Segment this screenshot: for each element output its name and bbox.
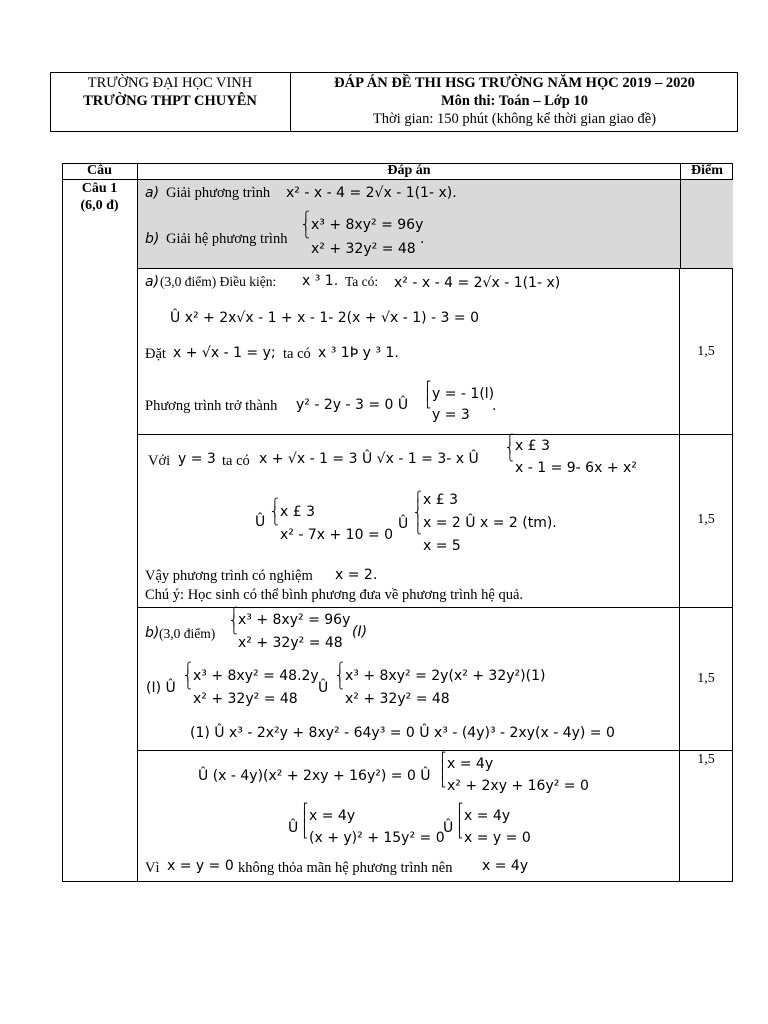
sol-a2-y3: y = 3 [178,451,216,467]
sol-b2-case2-b: (x + y)² + 15y² = 0 [309,830,445,846]
sol-b2-case2-a: x = 4y [309,808,356,824]
sol-a2-eq1: x + √x - 1 = 3 Û √x - 1 = 3- x Û [259,451,479,467]
part-a-equation: x² - x - 4 = 2√x - 1(1- x). [286,185,457,201]
sol-b-s1b: x² + 32y² = 48 [193,691,298,707]
sol-a2-sys3-c: x = 5 [423,538,461,554]
brace-icon: ⎧ ⎨ ⎩ [230,608,238,635]
part-b-eq2: x² + 32y² = 48 [311,241,416,257]
sol-a-dat: Đặt [145,346,166,362]
school-university: TRƯỜNG ĐẠI HỌC VINH [87,75,253,91]
col-header-dapan: Đáp án [387,163,431,178]
sol-b2-factor: Û (x - 4y)(x² + 2xy + 16y²) = 0 Û [198,768,431,784]
bracket-icon: ⎡ ⎢ ⎢ ⎣ [458,804,463,839]
sol-a-label: a) [145,274,160,290]
sol-a-implication: x ³ 1Þ y ³ 1. [318,345,399,361]
sol-a-transform: Û x² + 2x√x - 1 + x - 1- 2(x + √x - 1) - 3 = 0 [170,310,479,326]
sol-b2-case3-b: x = y = 0 [464,830,531,846]
sol-a2-sys1-b: x - 1 = 9- 6x + x² [515,460,637,476]
sol-a2-sys3-b: x = 2 Û x = 2 (tm). [423,515,557,531]
part-a-text: Giải phương trình [166,185,271,201]
sol-b2-xy0: x = y = 0 [167,858,234,874]
sol-b2-x4y: x = 4y [482,858,529,874]
sol-a-becomes: Phương trình trở thành [145,398,278,414]
score-a1: 1,5 [697,344,715,359]
sol-b-points: (3,0 điểm) [159,626,216,641]
brace-icon: ⎧ ⎨ ⎩ [336,663,344,690]
sol-b2-case1-a: x = 4y [447,756,494,772]
sol-a2-iff2: Û [398,516,409,532]
sol-a-taco: Ta có: [345,274,379,289]
col-header-cau: Câu [87,163,112,178]
exam-duration: Thời gian: 150 phút (không kể thời gian giao đề) [372,111,657,127]
sol-a-condition: x ³ 1. [302,273,339,289]
sol-a-taco2: ta có [283,346,311,362]
sol-a2-conclusion: Vậy phương trình có nghiệm [145,568,313,584]
sol-b2-not-satisfied: không thỏa mãn hệ phương trình nên [238,860,453,876]
sol-a2-taco: ta có [222,453,250,469]
sol-b-s1a: x³ + 8xy² = 48.2y [193,668,319,684]
sol-a-quadratic: y² - 2y - 3 = 0 Û [296,397,409,413]
brace-icon: ⎧ ⎨ ⎩ [506,435,514,462]
part-b-dot: . [420,231,425,247]
score-a2: 1,5 [697,512,715,527]
question-label: Câu 1 [81,181,118,196]
sol-b2-case3-a: x = 4y [464,808,511,824]
sol-b2-iff: Û [288,820,299,836]
sol-a-equation: x² - x - 4 = 2√x - 1(1- x) [394,275,561,291]
question-points: (6,0 đ) [80,198,119,213]
sol-a2-iff1: Û [255,514,266,530]
sol-a2-x2: x = 2. [335,567,378,583]
score-b2: 1,5 [697,752,715,767]
sol-a2-sys2-a: x £ 3 [280,504,315,520]
sol-b2-case1-b: x² + 2xy + 16y² = 0 [447,778,589,794]
brace-icon: ⎧ ⎨ ⎩ [302,212,310,239]
sol-a-intro: (3,0 điểm) Điều kiện: [160,274,277,289]
score-b1: 1,5 [697,671,715,686]
sol-b-label: b) [145,625,160,641]
sol-b-iff-label: (I) Û [146,680,176,696]
bracket-icon: ⎡ ⎢ ⎢ ⎣ [441,753,446,788]
part-a-label: a) [145,185,160,201]
sol-b-tag: (I) [352,624,368,640]
school-name: TRƯỜNG THPT CHUYÊN [83,93,257,109]
col-divider-1 [137,163,138,882]
col-header-diem: Điểm [691,163,723,178]
bracket-icon: ⎡ ⎢ ⎣ [426,382,431,409]
sol-b-iff: Û [318,680,329,696]
sol-b2-vi: Vì [145,860,160,876]
sol-b-s2b: x² + 32y² = 48 [345,691,450,707]
sol-b-expand: (1) Û x³ - 2x²y + 8xy² - 64y³ = 0 Û x³ - (4y)³ - 2xy(x - 4y) = 0 [190,725,615,741]
bracket-icon: ⎡ ⎢ ⎢ ⎣ [303,804,308,839]
sol-a2-note: Chú ý: Học sinh có thể bình phương đưa về phương trình hệ quả. [145,587,523,603]
brace-icon: ⎧ ⎪ ⎨ ⎪ ⎩ [414,492,422,535]
exam-title: ĐÁP ÁN ĐỀ THI HSG TRƯỜNG NĂM HỌC 2019 – 2020 [334,75,695,91]
sol-a2-sys2-b: x² - 7x + 10 = 0 [280,527,394,543]
sol-a-dot: . [492,398,497,414]
row-line-3 [138,607,733,608]
part-b-text: Giải hệ phương trình [166,231,288,247]
sol-a2-sys3-a: x £ 3 [423,492,458,508]
sol-a-root2: y = 3 [432,407,470,423]
part-b-eq1: x³ + 8xy² = 96y [311,217,424,233]
exam-subject: Môn thi: Toán – Lớp 10 [440,93,589,109]
brace-icon: ⎧ ⎨ ⎩ [184,663,192,690]
sol-a-substitution: x + √x - 1 = y; [173,345,276,361]
row-line-4 [138,750,733,751]
header-row-line [62,179,733,180]
row-line-1 [138,268,733,269]
sol-a2-sys1-a: x £ 3 [515,438,550,454]
col-divider-2 [679,268,680,882]
sol-a-root1: y = - 1(l) [432,386,495,402]
sol-b-s2a: x³ + 8xy² = 2y(x² + 32y²)(1) [345,668,546,684]
sol-b2-iff2: Û [443,820,454,836]
sol-b-eq1: x³ + 8xy² = 96y [238,612,351,628]
sol-a2-voi: Với [148,453,171,469]
part-b-label: b) [145,231,160,247]
row-line-2 [138,434,733,435]
sol-b-eq2: x² + 32y² = 48 [238,635,343,651]
brace-icon: ⎧ ⎨ ⎩ [271,499,279,526]
